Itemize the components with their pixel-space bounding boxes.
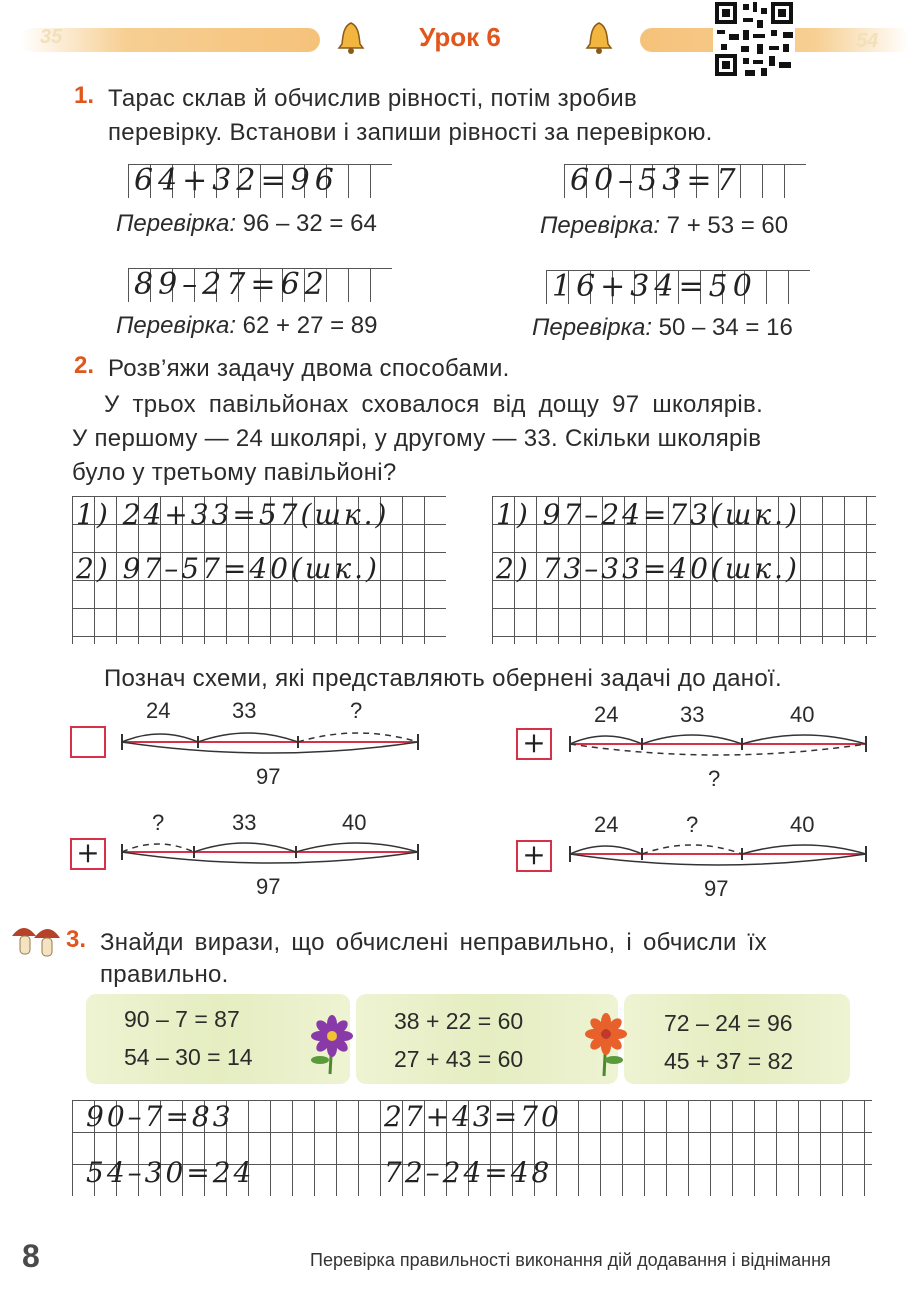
scheme-3-top-3: 40: [342, 810, 367, 835]
task1-check-3: [116, 312, 377, 340]
scheme-2-diagram: [566, 726, 872, 766]
task3-answer-grid[interactable]: [72, 1100, 872, 1196]
task1-handwritten-1: 64+32=96: [134, 163, 339, 198]
check-label: Перевірка:: [540, 212, 660, 239]
qr-code-icon[interactable]: [713, 0, 795, 78]
flower-icon: [580, 1012, 632, 1078]
task1-check-1: [116, 210, 377, 238]
task2-text-line3: було у третьому павільйоні?: [72, 459, 397, 486]
task2-text-line1: У трьох павільйонах сховалося від дощу 97 школярів.: [104, 391, 764, 418]
check-expression: 96 – 32 = 64: [242, 210, 377, 237]
expression-3-2: 45 + 37 = 82: [664, 1048, 794, 1074]
scheme-2-top-2: 33: [680, 702, 705, 727]
scheme-3-diagram: [118, 834, 424, 874]
scheme-2-top-1: 24: [594, 702, 619, 727]
scheme-4-top-2: ?: [686, 812, 699, 837]
task2-number: 2.: [74, 352, 95, 379]
task3-answer-1: 90–7=83: [86, 1100, 234, 1133]
scheme-1-top-3: ?: [350, 698, 363, 723]
task2-schemes-prompt: Познач схеми, які представляють обернені задачі до даної.: [104, 665, 782, 692]
task3-answer-4: 72–24=48: [384, 1156, 553, 1189]
task1-handwritten-2: 60–53=7: [570, 163, 741, 198]
task3-answer-2: 27+43=70: [384, 1100, 562, 1133]
bell-icon: [584, 20, 614, 56]
task2-left-step-1: 1) 24+33=57(шк.): [76, 498, 390, 531]
scheme-2-top-3: 40: [790, 702, 815, 727]
task2-solution-grid-left[interactable]: [72, 496, 446, 644]
scheme-4-diagram: [566, 836, 872, 876]
scheme-3-top-2: 33: [232, 810, 257, 835]
task2-right-step-1: 1) 97–24=73(шк.): [496, 498, 800, 531]
scheme-1-top-2: 33: [232, 698, 257, 723]
task1-answer-box-1[interactable]: [128, 164, 392, 198]
mushrooms-icon: [10, 918, 62, 960]
corner-number-right: 54: [856, 30, 879, 52]
expression-2-2: 27 + 43 = 60: [394, 1046, 524, 1072]
scheme-4-checkbox[interactable]: +: [516, 840, 552, 872]
task1-answer-box-3[interactable]: [128, 268, 392, 302]
task2-left-step-2: 2) 97–57=40(шк.): [76, 552, 380, 585]
task1-text-line1: Тарас склав й обчислив рівності, потім зробив: [108, 85, 638, 112]
header-banner-left: [20, 28, 320, 52]
page-number: 8: [22, 1238, 40, 1274]
task1-handwritten-3: 89–27=62: [134, 267, 329, 302]
footer-topic: Перевірка правильності виконання дій додавання і віднімання: [310, 1250, 831, 1270]
corner-number-left: 35: [40, 26, 63, 48]
bell-icon: [336, 20, 366, 56]
task2-text-line2: У першому — 24 школярі, у другому — 33. Скільки школярів: [72, 425, 762, 452]
expression-1-2: 54 – 30 = 14: [124, 1044, 253, 1070]
scheme-3-top-1: ?: [152, 810, 165, 835]
flower-icon: [306, 1014, 358, 1076]
task1-answer-box-2[interactable]: [564, 164, 806, 198]
task1-check-4: [532, 314, 793, 342]
task3-text-line2: правильно.: [100, 961, 229, 988]
expression-1-1: 90 – 7 = 87: [124, 1006, 240, 1032]
expression-2-1: 38 + 22 = 60: [394, 1008, 524, 1034]
task1-number: 1.: [74, 82, 95, 109]
check-expression: 7 + 53 = 60: [666, 212, 789, 239]
lesson-title: Урок 6: [419, 22, 501, 52]
scheme-2-bottom: ?: [708, 766, 721, 791]
scheme-1-bottom: 97: [256, 764, 281, 789]
scheme-1-top-1: 24: [146, 698, 171, 723]
task2-title: Розв’яжи задачу двома способами.: [108, 355, 510, 382]
task3-number: 3.: [66, 926, 87, 953]
scheme-3-bottom: 97: [256, 874, 281, 899]
task1-answer-box-4[interactable]: [546, 270, 810, 304]
scheme-2-checkbox[interactable]: +: [516, 728, 552, 760]
scheme-4-top-1: 24: [594, 812, 619, 837]
scheme-4-bottom: 97: [704, 876, 729, 901]
check-expression: 50 – 34 = 16: [658, 314, 793, 341]
task3-answer-3: 54–30=24: [86, 1156, 255, 1189]
check-expression: 62 + 27 = 89: [242, 312, 378, 339]
expression-3-1: 72 – 24 = 96: [664, 1010, 793, 1036]
check-label: Перевірка:: [532, 314, 652, 341]
check-label: Перевірка:: [116, 312, 236, 339]
scheme-1-diagram: [118, 724, 424, 764]
task2-solution-grid-right[interactable]: [492, 496, 876, 644]
check-label: Перевірка:: [116, 210, 236, 237]
task2-right-step-2: 2) 73–33=40(шк.): [496, 552, 800, 585]
scheme-4-top-3: 40: [790, 812, 815, 837]
task1-handwritten-4: 16+34=50: [552, 269, 757, 304]
task3-text-line1: Знайди вирази, що обчислені неправильно, і обчисли їх: [100, 929, 767, 956]
task1-check-2: [540, 212, 788, 240]
scheme-1-checkbox[interactable]: [70, 726, 106, 758]
task1-text-line2: перевірку. Встанови і запиши рівності за перевіркою.: [108, 119, 713, 146]
scheme-3-checkbox[interactable]: +: [70, 838, 106, 870]
